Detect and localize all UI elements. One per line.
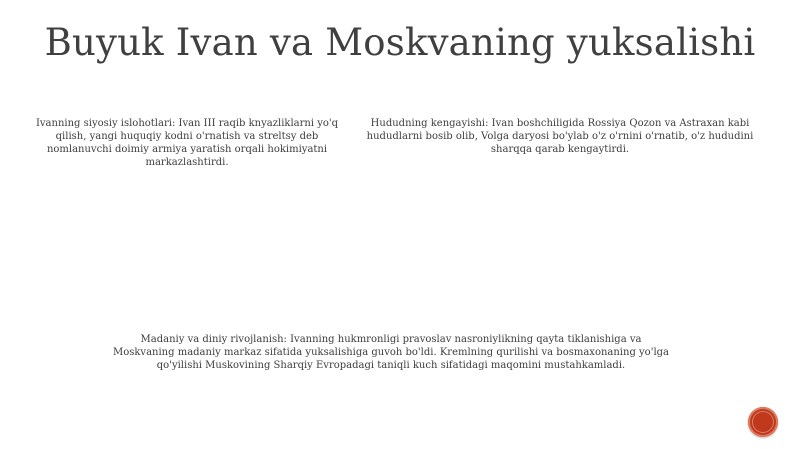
- text-block-political-reforms: Ivanning siyosiy islohotlari: Ivan III raqib knyazliklarni yo'q qilish, yangi huquqiy kodni o'rnatish va streltsy deb nomlanuvchi doimiy armiya yaratish orqali hokimiyatni markazlashtirdi.: [35, 118, 339, 168]
- text-block-territorial-expansion: Hududning kengayishi: Ivan boshchiligida Rossiya Qozon va Astraxan kabi hududlarni bosib olib, Volga daryosi bo'ylab o'z o'rnini o'rnatib, o'z hududini sharqqa qarab kengaytirdi.: [366, 118, 754, 155]
- slide-title: Buyuk Ivan va Moskvaning yuksalishi: [44, 21, 756, 64]
- text-block-cultural-development: Madaniy va diniy rivojlanish: Ivanning hukmronligi pravoslav nasroniylikning qayta tiklanishiga va Moskvaning madaniy markaz sifatida yuksalishiga guvoh bo'ldi. Kremlning qurilishi va bosmaxonaning yo'lga qo'yilishi Muskovining Sharqiy Evropadagi taniqli kuch sifatidagi maqomini mustahkamladi.: [112, 334, 669, 371]
- circle-next-icon: [752, 411, 774, 433]
- next-slide-button[interactable]: [748, 407, 778, 437]
